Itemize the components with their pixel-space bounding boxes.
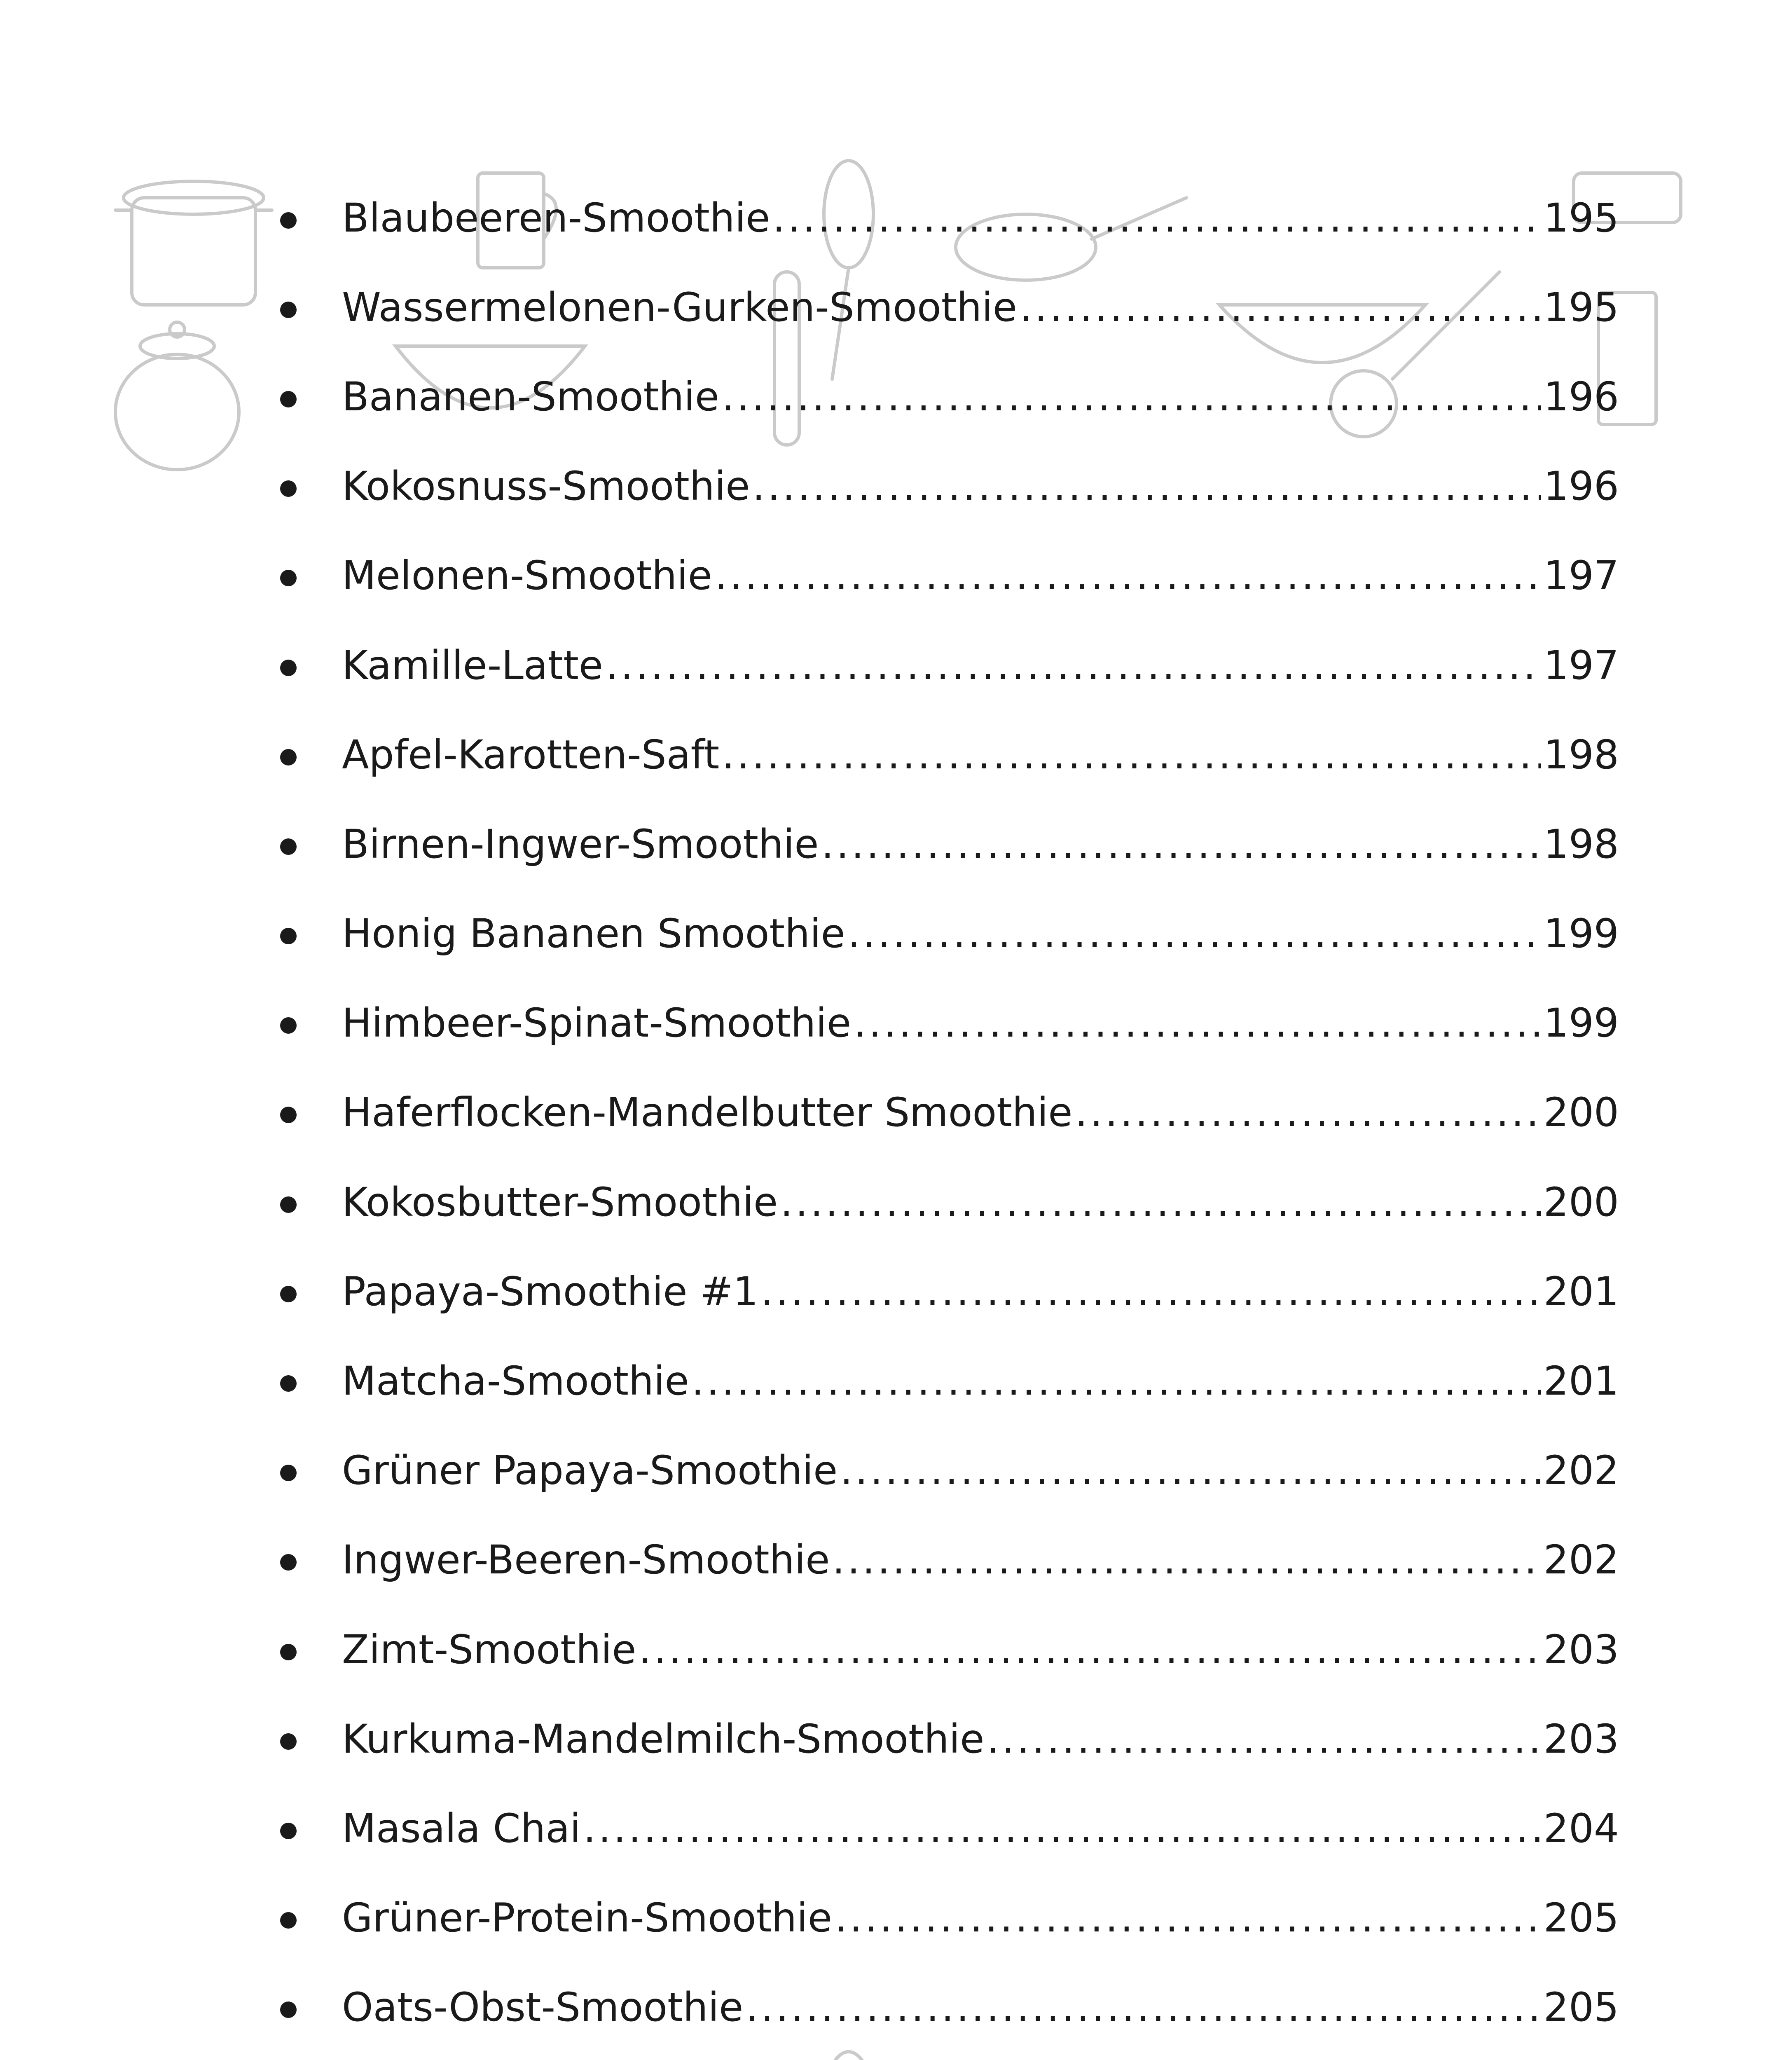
bullet-icon — [280, 1375, 297, 1392]
bullet-icon — [280, 749, 297, 765]
toc-entry-page-number: 198 — [1543, 821, 1619, 867]
toc-entry-line — [342, 1716, 1619, 1762]
dot-leader — [840, 1451, 1541, 1490]
toc-entry-line — [342, 1179, 1619, 1225]
toc-entry[interactable] — [268, 620, 1619, 710]
toc-entry-page-number: 200 — [1543, 1089, 1619, 1136]
dot-leader — [752, 466, 1541, 506]
toc-entry-line — [342, 1984, 1619, 2031]
toc-entry-line — [342, 1000, 1619, 1046]
toc-entry-title: Kurkuma-Mandelmilch-Smoothie — [342, 1716, 985, 1762]
toc-entry-title: Kokosbutter-Smoothie — [342, 1179, 778, 1225]
toc-entry-page-number: 197 — [1543, 642, 1619, 688]
toc-entry-line — [342, 911, 1619, 957]
dot-leader — [639, 1630, 1541, 1669]
dot-leader — [832, 1540, 1541, 1580]
bullet-icon — [280, 1465, 297, 1481]
toc-entry[interactable] — [268, 1605, 1619, 1694]
bullet-icon — [280, 928, 297, 944]
toc-entry-line — [342, 463, 1619, 510]
dot-leader — [715, 556, 1541, 595]
bullet-icon — [280, 302, 297, 318]
toc-entry[interactable] — [268, 173, 1619, 262]
toc-entry-page-number: 201 — [1543, 1268, 1619, 1315]
toc-entry-title: Grüner-Protein-Smoothie — [342, 1895, 832, 1941]
table-of-contents — [268, 173, 1619, 2060]
bullet-icon — [280, 1912, 297, 1929]
dot-leader — [1020, 288, 1541, 327]
bullet-icon — [280, 212, 297, 229]
dot-leader — [606, 646, 1541, 685]
bullet-icon — [280, 1017, 297, 1034]
toc-entry[interactable] — [268, 352, 1619, 441]
toc-entry-line — [342, 1537, 1619, 1583]
dot-leader — [821, 824, 1541, 864]
toc-entry-title: Blaubeeren-Smoothie — [342, 194, 770, 241]
toc-entry[interactable] — [268, 1336, 1619, 1426]
toc-entry[interactable] — [268, 889, 1619, 978]
toc-entry-line — [342, 552, 1619, 599]
toc-entry-line — [342, 1268, 1619, 1315]
toc-entry-title: Masala Chai — [342, 1805, 581, 1852]
toc-entry-line — [342, 1895, 1619, 1941]
toc-entry-line — [342, 1447, 1619, 1494]
toc-entry[interactable] — [268, 1247, 1619, 1336]
dot-leader — [761, 1272, 1541, 1311]
toc-entry-page-number: 196 — [1543, 373, 1619, 420]
dot-leader — [722, 735, 1541, 775]
toc-entry[interactable] — [268, 1873, 1619, 1963]
toc-entry-page-number: 197 — [1543, 552, 1619, 599]
toc-entry-page-number: 202 — [1543, 1537, 1619, 1583]
toc-entry-page-number: 204 — [1543, 1805, 1619, 1852]
toc-entry-title: Ingwer-Beeren-Smoothie — [342, 1537, 830, 1583]
toc-entry-title: Haferflocken-Mandelbutter Smoothie — [342, 1089, 1073, 1136]
toc-entry-line — [342, 284, 1619, 330]
toc-entry-page-number: 203 — [1543, 1626, 1619, 1673]
toc-entry-title: Zimt-Smoothie — [342, 1626, 636, 1673]
toc-entry-title: Matcha-Smoothie — [342, 1358, 689, 1405]
dot-leader — [583, 1809, 1541, 1848]
toc-entry[interactable] — [268, 1515, 1619, 1605]
bullet-icon — [280, 1107, 297, 1123]
toc-entry[interactable] — [268, 710, 1619, 799]
toc-entry[interactable] — [268, 978, 1619, 1068]
toc-entry-page-number: 198 — [1543, 731, 1619, 778]
bullet-icon — [280, 1823, 297, 1839]
bullet-icon — [280, 1196, 297, 1213]
toc-entry-page-number: 203 — [1543, 1716, 1619, 1762]
dot-leader — [780, 1182, 1541, 1222]
toc-entry-page-number: 195 — [1543, 194, 1619, 241]
toc-entry-line — [342, 821, 1619, 867]
toc-entry-title: Grüner Papaya-Smoothie — [342, 1447, 838, 1494]
dot-leader — [987, 1719, 1541, 1759]
toc-entry-title: Wassermelonen-Gurken-Smoothie — [342, 284, 1017, 330]
toc-entry[interactable] — [268, 1068, 1619, 1157]
bullet-icon — [280, 480, 297, 497]
toc-entry[interactable] — [268, 1784, 1619, 1873]
toc-entry-line — [342, 1626, 1619, 1673]
toc-entry-line — [342, 1089, 1619, 1136]
toc-entry[interactable] — [268, 1963, 1619, 2052]
bullet-icon — [280, 1554, 297, 1571]
dot-leader — [692, 1361, 1541, 1401]
toc-entry-title: Birnen-Ingwer-Smoothie — [342, 821, 819, 867]
toc-entry[interactable] — [268, 531, 1619, 620]
dot-leader — [854, 1003, 1541, 1043]
dot-leader — [746, 1987, 1541, 2027]
toc-entry-line — [342, 1358, 1619, 1405]
dot-leader — [835, 1898, 1541, 1938]
toc-entry-page-number: 195 — [1543, 284, 1619, 330]
toc-entry-page-number: 205 — [1543, 1895, 1619, 1941]
toc-entry-title: Papaya-Smoothie #1 — [342, 1268, 758, 1315]
bullet-icon — [280, 660, 297, 676]
toc-entry-title: Honig Bananen Smoothie — [342, 911, 845, 957]
toc-entry-page-number: 200 — [1543, 1179, 1619, 1225]
toc-entry[interactable] — [268, 2052, 1619, 2060]
toc-entry[interactable] — [268, 1426, 1619, 1515]
toc-entry-page-number: 201 — [1543, 1358, 1619, 1405]
toc-entry-title: Melonen-Smoothie — [342, 552, 712, 599]
toc-entry-line — [342, 194, 1619, 241]
toc-entry-title: Apfel-Karotten-Saft — [342, 731, 720, 778]
toc-entry-title: Kokosnuss-Smoothie — [342, 463, 750, 510]
toc-entry[interactable] — [268, 799, 1619, 889]
toc-entry-line — [342, 731, 1619, 778]
toc-entry-page-number: 205 — [1543, 1984, 1619, 2031]
toc-entry-page-number: 199 — [1543, 911, 1619, 957]
toc-entry[interactable] — [268, 262, 1619, 352]
toc-entry[interactable] — [268, 442, 1619, 531]
pot-icon — [115, 181, 272, 305]
dot-leader — [1075, 1093, 1541, 1132]
toc-entry-page-number: 202 — [1543, 1447, 1619, 1494]
toc-entry-title: Kamille-Latte — [342, 642, 603, 688]
bullet-icon — [280, 1286, 297, 1302]
toc-entry-page-number: 196 — [1543, 463, 1619, 510]
bullet-icon — [280, 391, 297, 407]
dot-leader — [772, 198, 1541, 238]
toc-entry-line — [342, 642, 1619, 688]
toc-entry-title: Oats-Obst-Smoothie — [342, 1984, 744, 2031]
bullet-icon — [280, 1644, 297, 1660]
bullet-icon — [280, 838, 297, 855]
toc-entry-title: Bananen-Smoothie — [342, 373, 719, 420]
toc-entry-page-number: 199 — [1543, 1000, 1619, 1046]
toc-entry[interactable] — [268, 1694, 1619, 1784]
toc-entry-line — [342, 1805, 1619, 1852]
bullet-icon — [280, 2001, 297, 2018]
bullet-icon — [280, 570, 297, 586]
bullet-icon — [280, 1733, 297, 1750]
toc-entry-title: Himbeer-Spinat-Smoothie — [342, 1000, 852, 1046]
toc-entry-line — [342, 373, 1619, 420]
toc-entry[interactable] — [268, 1157, 1619, 1247]
kettle-icon — [115, 322, 239, 470]
dot-leader — [722, 377, 1541, 417]
dot-leader — [848, 914, 1541, 953]
